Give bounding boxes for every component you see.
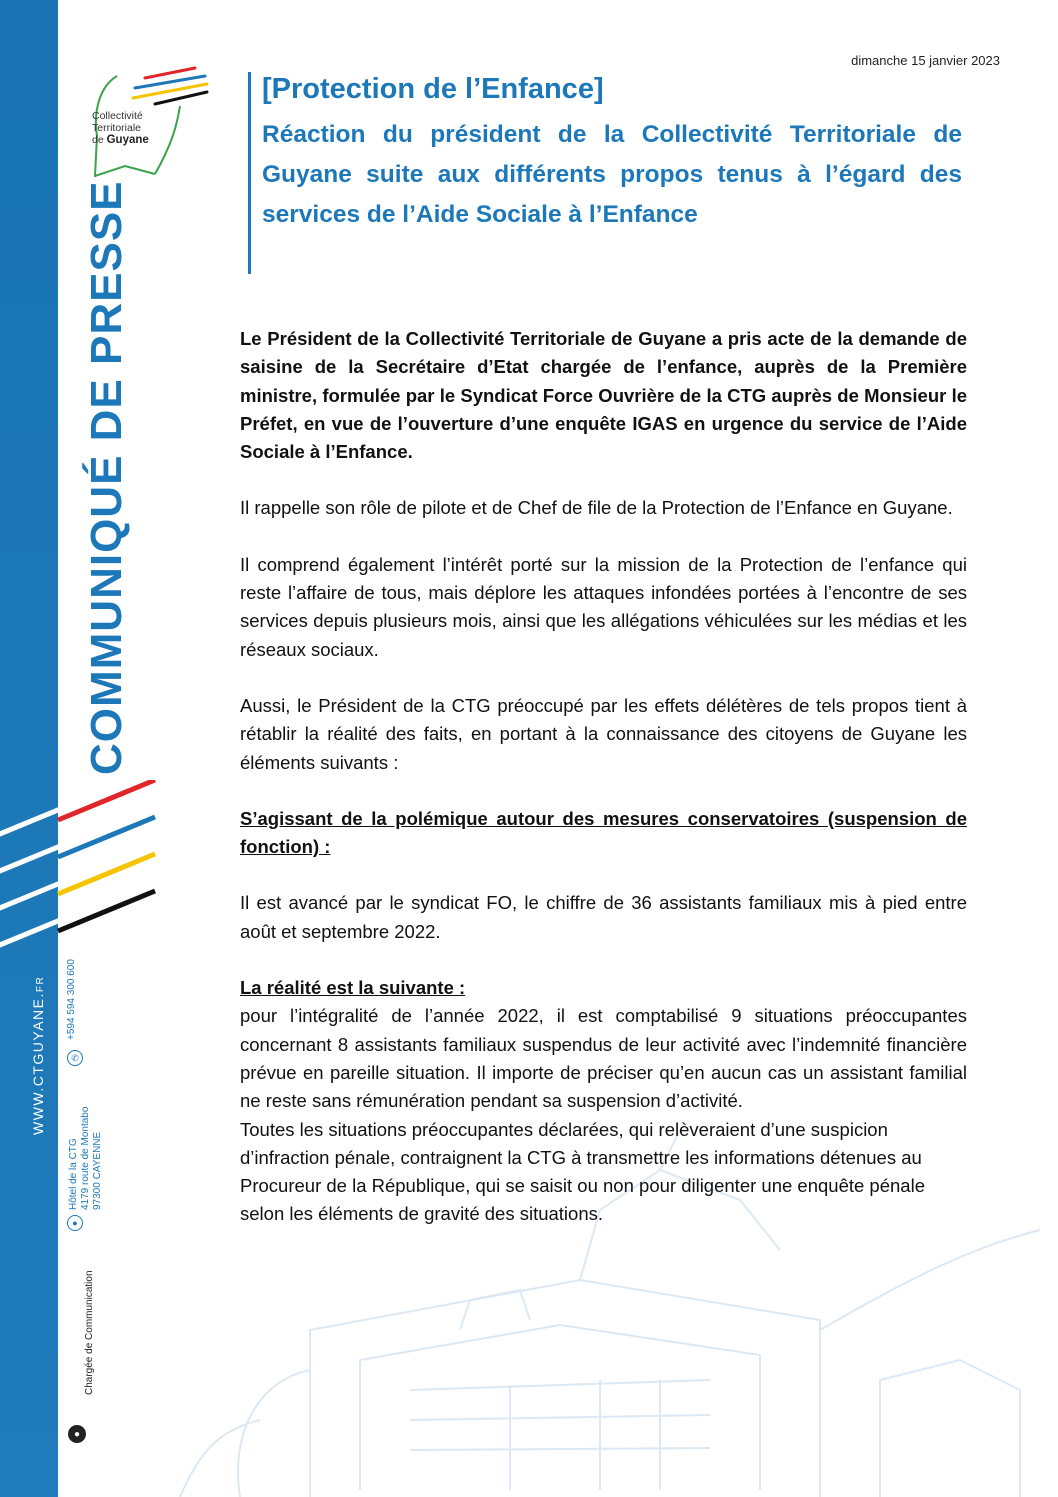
publication-date: dimanche 15 janvier 2023	[851, 53, 1000, 68]
website-text: WWW.CTGUYANE.	[30, 992, 46, 1135]
contact-icon: ●	[68, 1425, 86, 1443]
decorative-stripes	[0, 780, 160, 950]
paragraph-6: Toutes les situations préoccupantes déclarées, qui relèveraient d’une suspicion d’infraction pénale, contraignent la CTG à transmettre les informations détenues au Procureur de la République, qui se saisit ou non pour diligenter une enquête pénale selon les éléments de gravité des situations.	[240, 1118, 925, 1225]
logo-line-3-bold: Guyane	[106, 134, 149, 146]
phone-icon: ✆	[67, 1050, 83, 1066]
sidebar-band	[0, 0, 58, 1497]
logo-line-3-prefix: de	[92, 134, 107, 146]
logo-line-3	[92, 134, 182, 146]
website-link[interactable]	[30, 976, 46, 1135]
contact-role: Chargée de Communication	[84, 1270, 95, 1395]
location-icon: ●	[67, 1215, 83, 1231]
address: Hôtel de la CTG 4179 route de Montabo 97300 CAYENNE	[68, 1106, 103, 1210]
article-body	[240, 325, 967, 1257]
paragraph-3: Aussi, le Président de la CTG préoccupé par les effets délétères de tels propos tient à rétablir la réalité des faits, en portant à la connaissance des citoyens de Guyane les éléments suivants :	[240, 694, 967, 773]
section-heading-2: La réalité est la suivante :	[240, 977, 466, 999]
paragraph-1: Il rappelle son rôle de pilote et de Chef de file de la Protection de l’Enfance en Guyane.	[240, 497, 953, 519]
press-release-title: COMMUNIQUÉ DE PRESSE	[82, 180, 131, 775]
topic-tag: [Protection de l’Enfance]	[262, 73, 604, 105]
phone-number: +594 594 300 600	[66, 959, 77, 1040]
paragraph-5: pour l’intégralité de l’année 2022, il est comptabilisé 9 situations préoccupantes concernant 8 assistants familiaux suspendus de leur activité avec l’indemnité financière prévue en pareille situation. Il importe de préciser qu’en aucun cas un assistant familial ne reste sans rémunération pendant sa suspension d’activité.	[240, 1005, 967, 1112]
lead-paragraph: Le Président de la Collectivité Territoriale de Guyane a pris acte de la demande de saisine de la Secrétaire d’Etat chargée de l’enfance, auprès de la Première ministre, formulée par le Syndicat Force Ouvrière de la CTG auprès de Monsieur le Préfet, en vue de l’ouverture d’une enquête IGAS en urgence du service de l’Aide Sociale à l’Enfance.	[240, 328, 967, 463]
title-accent-bar	[248, 72, 251, 274]
website-suffix: FR	[35, 975, 46, 993]
paragraph-2: Il comprend également l’intérêt porté sur la mission de la Protection de l’enfance qui reste l’affaire de tous, mais déplore les attaques infondées portées à l’encontre de ses services depuis plusieurs mois, ainsi que les allégations véhiculées sur les médias et les réseaux sociaux.	[240, 553, 967, 660]
section-heading-1: S’agissant de la polémique autour des mesures conservatoires (suspension de fonction) :	[240, 807, 967, 858]
headline: Réaction du président de la Collectivité Territoriale de Guyane suite aux différents propos tenus à l’égard des services de l’Aide Sociale à l’Enfance	[262, 121, 962, 228]
logo-line-1: Collectivité	[92, 110, 143, 122]
logo-line-2: Territoriale	[92, 122, 142, 134]
paragraph-4: Il est avancé par le syndicat FO, le chiffre de 36 assistants familiaux mis à pied entre août et septembre 2022.	[240, 892, 967, 942]
logo-wordmark	[92, 110, 182, 146]
